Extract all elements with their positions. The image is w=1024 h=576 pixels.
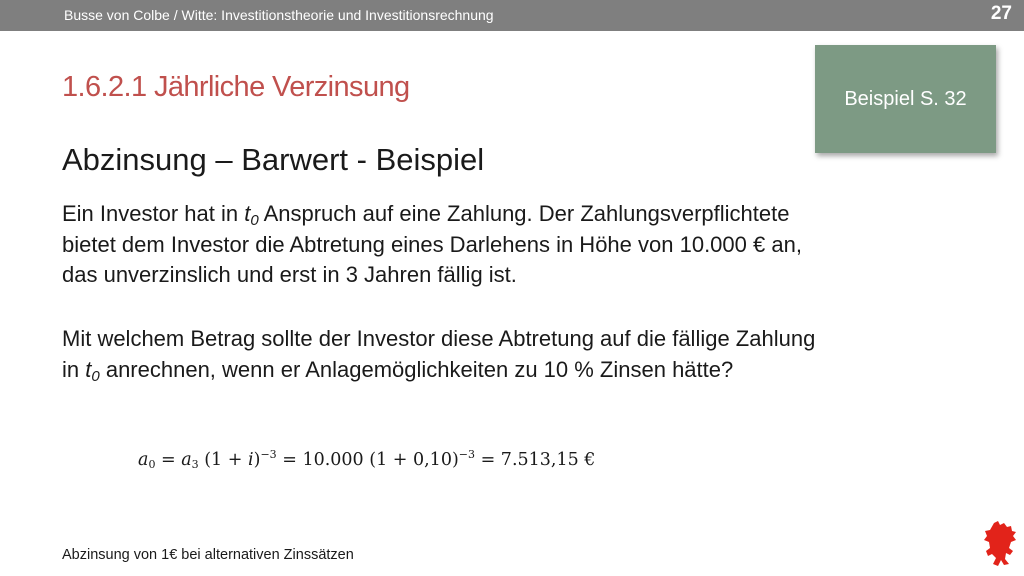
footer-note: Abzinsung von 1€ bei alternativen Zinssätzen <box>62 547 354 563</box>
problem-paragraph <box>62 199 982 291</box>
paragraph1-line2: bietet dem Investor die Abtretung eines Darlehens in Höhe von 10.000 € an, <box>62 231 802 257</box>
paragraph1-line3: das unverzinslich und erst in 3 Jahren fällig ist. <box>62 262 517 287</box>
slide-subheading: Abzinsung – Barwert - Beispiel <box>62 142 485 177</box>
paragraph2-line2: in $t_0$ anrechnen, wenn er Anlagemöglichkeiten zu 10 % Zinsen hätte? <box>62 356 734 385</box>
section-heading: 1.6.2.1 Jährliche Verzinsung <box>62 71 410 103</box>
present-value-formula: $a_0 = a_3$ $(1 + i)^{-3} = 10.000$ $(1 + 0,10)^{-3} = 7.513,15$ € <box>138 448 596 471</box>
t0-variable: $t_0$ <box>244 201 259 229</box>
page-number: 27 <box>990 3 1012 24</box>
example-badge <box>815 45 996 153</box>
paragraph1-line1: Ein Investor hat in $t_0$ Anspruch auf eine Zahlung. Der Zahlungsverpflichtete <box>62 201 790 229</box>
example-badge-label: Beispiel S. 32 <box>844 87 967 110</box>
paragraph2-line1: Mit welchem Betrag sollte der Investor diese Abtretung auf die fällige Zahlung <box>62 326 816 351</box>
question-paragraph <box>62 324 982 385</box>
header-title: Busse von Colbe / Witte: Investitionstheorie und Investitionsrechnung <box>64 7 494 23</box>
berlin-bear-icon <box>980 520 1020 572</box>
top-bar <box>0 0 1024 31</box>
t0-variable: $t_0$ <box>85 356 100 385</box>
